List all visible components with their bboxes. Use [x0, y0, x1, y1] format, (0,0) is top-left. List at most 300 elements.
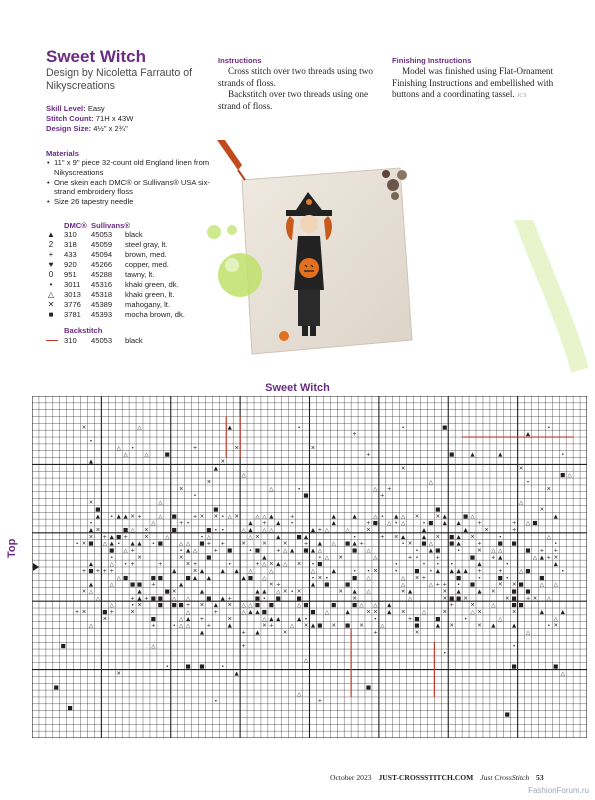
stitch-mark: • — [505, 561, 509, 568]
stitch-mark: ■ — [303, 493, 309, 500]
stitch-mark: • — [151, 541, 156, 548]
stitch-mark: • — [457, 582, 461, 589]
stitch-mark: △ — [241, 609, 246, 616]
stitch-mark: ■ — [296, 595, 302, 602]
stitch-mark: ▲ — [456, 568, 461, 575]
stitch-mark: • — [561, 452, 565, 459]
stitch-mark: △ — [401, 582, 406, 589]
stitch-mark: ■ — [428, 520, 434, 527]
stitch-mark: ✕ — [199, 602, 205, 609]
stitch-mark: ▲ — [456, 534, 461, 541]
stitch-mark: ▲ — [463, 568, 468, 575]
stitch-mark: ■ — [414, 568, 420, 575]
stitch-mark: ▲ — [345, 609, 350, 616]
stitch-mark: △ — [470, 609, 475, 616]
stitch-mark: ▲ — [262, 554, 267, 561]
stitch-mark: • — [415, 554, 419, 561]
stitch-mark: ✕ — [414, 513, 420, 520]
stitch-mark: △ — [401, 575, 406, 582]
stitch-mark: • — [366, 568, 371, 575]
stitch-mark: • — [297, 424, 301, 431]
stitch-mark: + — [130, 547, 135, 554]
stitch-mark: ▲ — [428, 547, 434, 554]
stitch-mark: △ — [428, 479, 434, 486]
stitch-mark: ✕ — [81, 541, 87, 548]
stitch-mark: ✕ — [407, 541, 413, 548]
stitch-mark: △ — [324, 609, 329, 616]
stitch-mark: ✕ — [331, 623, 337, 630]
stitch-mark: △ — [241, 602, 246, 609]
stitch-mark: △ — [359, 602, 364, 609]
stitch-mark: ▲ — [192, 575, 198, 582]
stitch-mark: + — [407, 616, 413, 623]
stitch-mark: △ — [137, 424, 142, 431]
stitch-mark: + — [227, 595, 233, 602]
stitch-mark: • — [352, 534, 357, 541]
stitch-mark: ✕ — [144, 534, 149, 541]
stitch-mark: ✕ — [373, 568, 378, 575]
stitch-mark: ▲ — [296, 616, 302, 623]
stitch-mark: ■ — [462, 513, 469, 520]
stitch-mark: △ — [373, 554, 378, 561]
stitch-mark: ▲ — [290, 547, 295, 554]
stitch-mark: + — [477, 520, 482, 527]
stitch-mark: ■ — [157, 541, 163, 548]
stitch-mark: ✕ — [282, 541, 288, 548]
stitch-mark: △ — [380, 623, 385, 630]
stitch-mark: △ — [255, 513, 260, 520]
stitch-mark: △ — [88, 623, 94, 630]
stitch-mark: ▲ — [477, 561, 482, 568]
stitch-mark: ■ — [178, 602, 184, 609]
stitch-mark: △ — [185, 623, 191, 630]
magazine-name: Just CrossStitch — [480, 773, 530, 782]
stitch-mark: • — [429, 568, 433, 575]
stitch-mark: ▲ — [199, 630, 205, 637]
stitch-mark: ■ — [518, 582, 524, 589]
stitch-mark: ▲ — [227, 424, 232, 431]
stitch-mark: ✕ — [338, 588, 344, 595]
stitch-mark: ✕ — [130, 609, 135, 616]
stitch-mark: ✕ — [414, 630, 420, 637]
stitch-mark: △ — [262, 513, 267, 520]
stitch-mark: ▲ — [456, 541, 461, 548]
stitch-mark: △ — [296, 691, 302, 698]
stitch-mark: △ — [491, 547, 496, 554]
backstitch-row: 310 45053 black — [46, 336, 206, 346]
stitch-mark: ▲ — [199, 588, 205, 595]
stitch-mark: • — [117, 541, 121, 548]
stitch-mark: ■ — [157, 575, 163, 582]
stitch-mark: • — [110, 513, 114, 520]
instructions-paragraph: Cross stitch over two threads using two strands of floss. — [218, 66, 373, 88]
stitch-mark: ■ — [109, 547, 115, 554]
stitch-mark: • — [547, 424, 551, 431]
stitch-mark: ▲ — [255, 609, 260, 616]
stitch-mark: △ — [428, 582, 434, 589]
stitch-mark: • — [228, 561, 232, 568]
stitch-mark: ✕ — [144, 527, 149, 534]
stitch-mark: + — [151, 623, 156, 630]
stitch-mark: ■ — [88, 568, 94, 575]
stitch-symbol: + — [48, 250, 54, 259]
stitch-mark: + — [151, 582, 156, 589]
stitch-mark: • — [401, 541, 405, 548]
stitch-mark: ■ — [303, 547, 309, 554]
stitch-mark: + — [497, 568, 503, 575]
stitch-mark: △ — [567, 472, 572, 479]
stitch-mark: • — [179, 547, 183, 554]
stitch-mark: ■ — [511, 664, 517, 671]
stitch-mark: + — [199, 616, 205, 623]
cross-stitch-chart — [32, 396, 587, 738]
stitch-mark: ▲ — [248, 527, 253, 534]
stitch-mark: ✕ — [435, 534, 441, 541]
stitch-mark: △ — [241, 527, 246, 534]
materials-heading: Materials — [46, 149, 79, 158]
stitch-mark: ▲ — [185, 616, 191, 623]
stitch-mark: • — [394, 520, 398, 527]
stitch-mark: ✕ — [130, 513, 135, 520]
stitch-mark: ▲ — [220, 595, 225, 602]
stitch-mark: • — [172, 623, 176, 630]
stitch-mark: ▲ — [352, 588, 357, 595]
stitch-mark: • — [130, 602, 135, 609]
stitch-mark: ✕ — [241, 541, 246, 548]
stitch-mark: + — [109, 568, 115, 575]
stitch-mark: ▲ — [470, 452, 475, 459]
stitch-mark: ▲ — [317, 541, 323, 548]
stitch-mark: ✕ — [88, 534, 94, 541]
backstitch-heading: Backstitch — [64, 326, 103, 335]
stitch-mark: + — [255, 561, 260, 568]
stitch-mark: ■ — [199, 664, 205, 671]
stitch-mark: △ — [165, 534, 170, 541]
stitch-mark: ▲ — [442, 513, 447, 520]
stitch-mark: + — [421, 575, 427, 582]
stitch-mark: ▲ — [255, 630, 260, 637]
stitch-mark: ■ — [102, 609, 108, 616]
stitch-mark: ✕ — [178, 486, 184, 493]
stitch-mark: △ — [401, 520, 406, 527]
stitch-mark: ■ — [497, 575, 503, 582]
stitch-mark: ■ — [469, 554, 476, 561]
stitch-mark: ■ — [254, 595, 261, 602]
stitch-mark: + — [435, 554, 441, 561]
stitch-mark: ▲ — [241, 575, 246, 582]
stitch-mark: ▲ — [255, 588, 260, 595]
stitch-mark: + — [241, 630, 246, 637]
stitch-mark: ▲ — [262, 588, 267, 595]
stitch-mark: ■ — [504, 712, 510, 719]
stitch-mark: ✕ — [366, 527, 371, 534]
stitch-mark: △ — [269, 486, 274, 493]
stitch-symbol: ♥ — [48, 260, 54, 269]
stitch-mark: △ — [179, 623, 184, 630]
stitch-mark: ▲ — [539, 609, 545, 616]
stitch-mark: + — [109, 609, 115, 616]
stitch-mark: ■ — [227, 547, 233, 554]
stitch-mark: ✕ — [553, 554, 559, 561]
stitch-mark: △ — [553, 582, 558, 589]
stitch-mark: ▲ — [435, 623, 440, 630]
stitch-mark: △ — [373, 486, 378, 493]
stitch-mark: △ — [95, 595, 101, 602]
stitch-mark: ▲ — [553, 561, 558, 568]
stitch-mark: ▲ — [137, 541, 142, 548]
stitch-mark: • — [477, 575, 482, 582]
stitch-mark: + — [373, 630, 378, 637]
stitch-mark: △ — [525, 520, 531, 527]
stitch-mark: △ — [498, 616, 503, 623]
stitch-mark: + — [137, 513, 142, 520]
stitch-mark: ■ — [351, 547, 358, 554]
stitch-mark: ■ — [164, 452, 170, 459]
stitch-mark: △ — [102, 541, 107, 548]
stitch-mark: △ — [109, 582, 114, 589]
stitch-mark: ▲ — [88, 582, 94, 589]
stitch-mark: + — [553, 547, 559, 554]
stitch-mark: ▲ — [185, 547, 191, 554]
stitch-mark: + — [386, 486, 392, 493]
stitch-mark: + — [275, 582, 281, 589]
stitch-mark: ■ — [365, 684, 372, 691]
issue-date: October 2023 — [330, 773, 372, 782]
stitch-mark: ✕ — [477, 623, 482, 630]
stitch-mark: ■ — [129, 582, 136, 589]
stitch-mark: ▲ — [310, 547, 316, 554]
stitch-mark: ✕ — [470, 534, 475, 541]
stitch-mark: • — [221, 527, 225, 534]
stitch-mark: ▲ — [116, 513, 121, 520]
stitch-mark: △ — [172, 595, 177, 602]
stitch-mark: + — [380, 534, 385, 541]
page-number: 53 — [536, 773, 544, 782]
stitch-mark: ✕ — [303, 623, 309, 630]
materials-list — [46, 158, 211, 207]
stitch-mark: + — [303, 541, 309, 548]
sullivans-header: Sullivans® — [91, 221, 130, 230]
stitch-mark: ▲ — [172, 568, 177, 575]
stitch-mark: ■ — [150, 616, 157, 623]
stitch-mark: ✕ — [310, 445, 316, 452]
stitch-mark: △ — [546, 595, 551, 602]
stitch-symbol: ■ — [48, 310, 54, 319]
stitch-mark: △ — [324, 554, 329, 561]
stitch-mark: ■ — [511, 588, 517, 595]
stitch-mark: • — [311, 575, 315, 582]
stitch-mark: ▲ — [269, 616, 274, 623]
stitch-mark: • — [394, 568, 398, 575]
stitch-mark: ■ — [414, 616, 420, 623]
stitch-mark: ■ — [164, 588, 170, 595]
stitch-mark: • — [214, 527, 218, 534]
stitch-mark: ✕ — [227, 602, 233, 609]
stitch-mark: △ — [262, 616, 267, 623]
stitch-mark: • — [89, 520, 93, 527]
stitch-mark: ▲ — [220, 568, 225, 575]
stitch-mark: ■ — [449, 595, 455, 602]
stitch-mark: ✕ — [442, 609, 448, 616]
stitch-mark: + — [317, 527, 323, 534]
stitch-mark: ■ — [449, 534, 455, 541]
stitch-mark: + — [511, 520, 517, 527]
stitch-mark: • — [130, 445, 135, 452]
stitch-mark: • — [165, 664, 169, 671]
stitch-mark: ✕ — [511, 609, 517, 616]
stitch-mark: ✕ — [532, 595, 538, 602]
stitch-mark: △ — [366, 575, 371, 582]
stitch-symbol: ✕ — [47, 300, 55, 309]
stitch-mark: + — [81, 568, 87, 575]
stitch-mark: ■ — [435, 506, 441, 513]
stitch-mark: △ — [269, 568, 274, 575]
stitch-mark: ■ — [317, 561, 323, 568]
stitch-mark: ▲ — [123, 513, 128, 520]
stitch-mark: + — [352, 431, 357, 438]
stitch-mark: ✕ — [262, 541, 267, 548]
stitch-mark: + — [262, 520, 267, 527]
stitch-mark: △ — [532, 554, 538, 561]
stitch-mark: + — [539, 547, 545, 554]
stitch-mark: ✕ — [88, 500, 94, 507]
stitch-mark: ■ — [414, 623, 420, 630]
stitch-mark: ■ — [254, 547, 261, 554]
stitch-mark: ■ — [351, 602, 358, 609]
stitch-mark: ✕ — [546, 486, 552, 493]
stitch-mark: ■ — [421, 541, 427, 548]
stitch-mark: △ — [470, 513, 475, 520]
stitch-mark: ✕ — [282, 588, 288, 595]
stitch-mark: ▲ — [130, 541, 135, 548]
stitch-mark: ▲ — [352, 541, 357, 548]
stitch-mark: + — [442, 582, 448, 589]
stitch-mark: ■ — [456, 575, 462, 582]
stitch-mark: ■ — [442, 424, 448, 431]
stitch-mark: △ — [262, 575, 267, 582]
stitch-mark: • — [290, 520, 294, 527]
stitch-mark: ✕ — [282, 630, 288, 637]
stitch-mark: ■ — [157, 595, 163, 602]
pattern-specs — [46, 104, 133, 134]
tassel-icon — [210, 140, 245, 180]
stitch-mark: ▲ — [352, 513, 357, 520]
stitch-mark: ✕ — [352, 595, 357, 602]
stitch-mark: • — [512, 643, 516, 650]
site-url: JUST-CROSSSTITCH.COM — [378, 773, 474, 782]
stitch-mark: △ — [179, 616, 184, 623]
stitch-mark: ■ — [553, 664, 559, 671]
stitch-mark: ▲ — [394, 513, 399, 520]
orientation-label: Top — [6, 538, 18, 558]
stitch-mark: • — [401, 424, 405, 431]
stitch-mark: ■ — [157, 602, 163, 609]
stitch-mark: + — [102, 534, 108, 541]
stitch-mark: • — [75, 541, 79, 548]
stitch-mark: ✕ — [338, 554, 344, 561]
stitch-mark: ■ — [275, 595, 281, 602]
stitch-symbol: • — [49, 280, 53, 289]
stitch-mark: ✕ — [255, 534, 260, 541]
stitch-mark: • — [311, 561, 315, 568]
stitch-mark: ▲ — [421, 534, 427, 541]
stitch-mark: ▲ — [276, 561, 281, 568]
stitch-mark: + — [366, 452, 371, 459]
stitch-mark: ▲ — [387, 602, 392, 609]
stitch-mark: ✕ — [81, 588, 87, 595]
stitch-mark: ▲ — [310, 623, 316, 630]
chart-stitches — [54, 417, 573, 719]
stitch-mark: △ — [518, 568, 524, 575]
stitch-mark: ■ — [560, 472, 566, 479]
stitch-mark: ✕ — [463, 595, 468, 602]
stitch-mark: ■ — [136, 582, 143, 589]
stitch-mark: ▲ — [234, 568, 239, 575]
stitch-mark: ▲ — [456, 520, 461, 527]
stitch-symbol: ▲ — [47, 230, 55, 239]
stitch-mark: ■ — [268, 602, 274, 609]
stitch-mark: ▲ — [407, 588, 413, 595]
stitch-mark: • — [457, 547, 461, 554]
stitch-mark: △ — [192, 547, 198, 554]
stitch-mark: • — [352, 568, 357, 575]
stitch-mark: ■ — [317, 623, 323, 630]
stitch-mark: ■ — [435, 547, 441, 554]
stitch-mark: △ — [317, 547, 323, 554]
stitch-mark: △ — [345, 527, 350, 534]
stitch-mark: ▲ — [331, 513, 336, 520]
stitch-mark: ✕ — [199, 513, 205, 520]
stitch-mark: ■ — [351, 575, 358, 582]
stitch-mark: • — [415, 547, 419, 554]
materials-item: • 11" x 9" piece 32-count old England linen from Nikyscreations — [46, 158, 211, 178]
stitch-mark: ▲ — [310, 582, 316, 589]
stitch-mark: • — [450, 561, 454, 568]
stitch-mark: ✕ — [414, 575, 420, 582]
stitch-mark: △ — [158, 500, 163, 507]
chart-grid — [32, 396, 587, 738]
stitch-mark: ✕ — [296, 588, 302, 595]
stitch-mark: ▲ — [213, 602, 218, 609]
stitch-mark: + — [269, 623, 274, 630]
stitch-mark: ✕ — [192, 568, 198, 575]
stitch-mark: • — [290, 588, 294, 595]
stitch-mark: △ — [290, 623, 295, 630]
stitch-mark: • — [526, 479, 530, 486]
stitch-mark: ■ — [345, 623, 351, 630]
stitch-mark: ▲ — [525, 431, 531, 438]
stitch-mark: △ — [560, 671, 565, 678]
stitch-mark: + — [123, 534, 128, 541]
stitch-mark: + — [359, 541, 364, 548]
stitch-mark: △ — [248, 602, 253, 609]
stitch-mark: + — [511, 527, 517, 534]
stitch-mark: △ — [421, 609, 427, 616]
stitch-mark: △ — [498, 547, 503, 554]
stitch-mark: △ — [185, 541, 191, 548]
stitch-mark: △ — [185, 609, 191, 616]
stitch-mark: ✕ — [359, 623, 364, 630]
stitch-mark: + — [241, 643, 246, 650]
stitch-mark: ■ — [171, 513, 177, 520]
stitch-mark: ■ — [95, 506, 101, 513]
stitch-mark: △ — [206, 534, 212, 541]
spec-design-size: Design Size: 4½" x 2¾" — [46, 124, 128, 133]
stitch-mark: △ — [109, 561, 114, 568]
stitch-mark: + — [317, 698, 323, 705]
stitch-mark: ■ — [206, 527, 212, 534]
stitch-mark: ✕ — [449, 623, 455, 630]
